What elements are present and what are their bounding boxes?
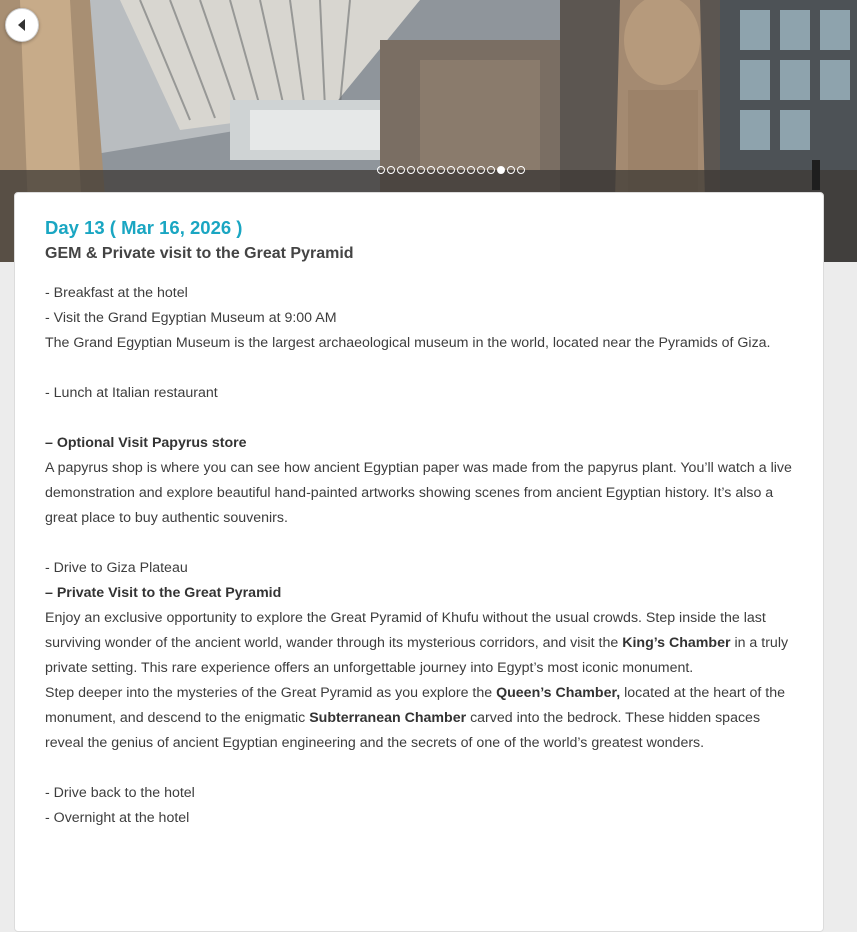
itinerary-day-card [14,192,824,932]
item-overnight: - Overnight at the hotel [45,810,190,826]
carousel-dot-11[interactable] [477,166,485,174]
carousel-dot-7[interactable] [437,166,445,174]
item-museum-visit: - Visit the Grand Egyptian Museum at 9:00 AM [45,310,337,326]
carousel-dot-13[interactable] [497,166,505,174]
carousel-dot-4[interactable] [407,166,415,174]
item-pyramid-heading [45,581,793,606]
carousel-dot-2[interactable] [387,166,395,174]
item-breakfast: - Breakfast at the hotel [45,285,188,301]
text-span: located at the heart of the monument, and descend to the enigmatic [45,685,786,726]
museum-description: The Grand Egyptian Museum is the largest archaeological museum in the world, located near the Pyramids of Giza. [45,335,771,351]
day-description [45,281,793,831]
papyrus-description: A papyrus shop is where you can see how ancient Egyptian paper was made from the papyrus plant. You’ll watch a live demonstration and explore beautiful hand-painted artworks showing scenes from ancient Egyptian history. It’s also a great place to buy authentic souvenirs. [45,460,792,526]
chambers-description [45,681,793,756]
text-span: in a truly private setting. This rare experience offers an unforgettable journey into Egypt’s most iconic monument. [45,635,789,676]
text-span: Step deeper into the mysteries of the Great Pyramid as you explore the [45,685,497,701]
queens-chamber-text: Queen’s Chamber, [496,685,621,701]
pyramid-description [45,606,793,681]
spacer [45,531,793,556]
carousel-indicators [377,166,525,174]
carousel-dot-5[interactable] [417,166,425,174]
spacer [45,406,793,431]
carousel-dot-1[interactable] [377,166,385,174]
subterranean-chamber-text: Subterranean Chamber [309,710,467,726]
carousel-dot-8[interactable] [447,166,455,174]
chevron-left-icon [18,19,25,31]
carousel-dot-10[interactable] [467,166,475,174]
text-span: Enjoy an exclusive opportunity to explore the Great Pyramid of Khufu without the usual crowds. Step inside the last surviving wonder of the ancient world, wander through its mysterious corridors, and visit the [45,610,766,651]
carousel-dot-14[interactable] [507,166,515,174]
pyramid-heading-text: – Private Visit to the Great Pyramid [45,585,282,601]
carousel-dot-15[interactable] [517,166,525,174]
day-title: Day 13 ( Mar 16, 2026 ) [45,217,243,238]
carousel-dot-6[interactable] [427,166,435,174]
papyrus-heading-text: – Optional Visit Papyrus store [45,435,247,451]
carousel-dot-3[interactable] [397,166,405,174]
spacer [45,356,793,381]
kings-chamber-text: King’s Chamber [622,635,731,651]
spacer [45,756,793,781]
text-span: carved into the bedrock. These hidden spaces reveal the genius of ancient Egyptian engineering and the secrets of one of the world’s greatest wonders. [45,710,761,751]
item-papyrus-heading [45,431,793,456]
carousel-dot-12[interactable] [487,166,495,174]
carousel-prev-button[interactable] [5,8,39,42]
item-lunch: - Lunch at Italian restaurant [45,385,218,401]
item-drive-giza: - Drive to Giza Plateau [45,560,188,576]
item-drive-back: - Drive back to the hotel [45,785,195,801]
carousel-dot-9[interactable] [457,166,465,174]
day-subtitle: GEM & Private visit to the Great Pyramid [45,245,354,262]
